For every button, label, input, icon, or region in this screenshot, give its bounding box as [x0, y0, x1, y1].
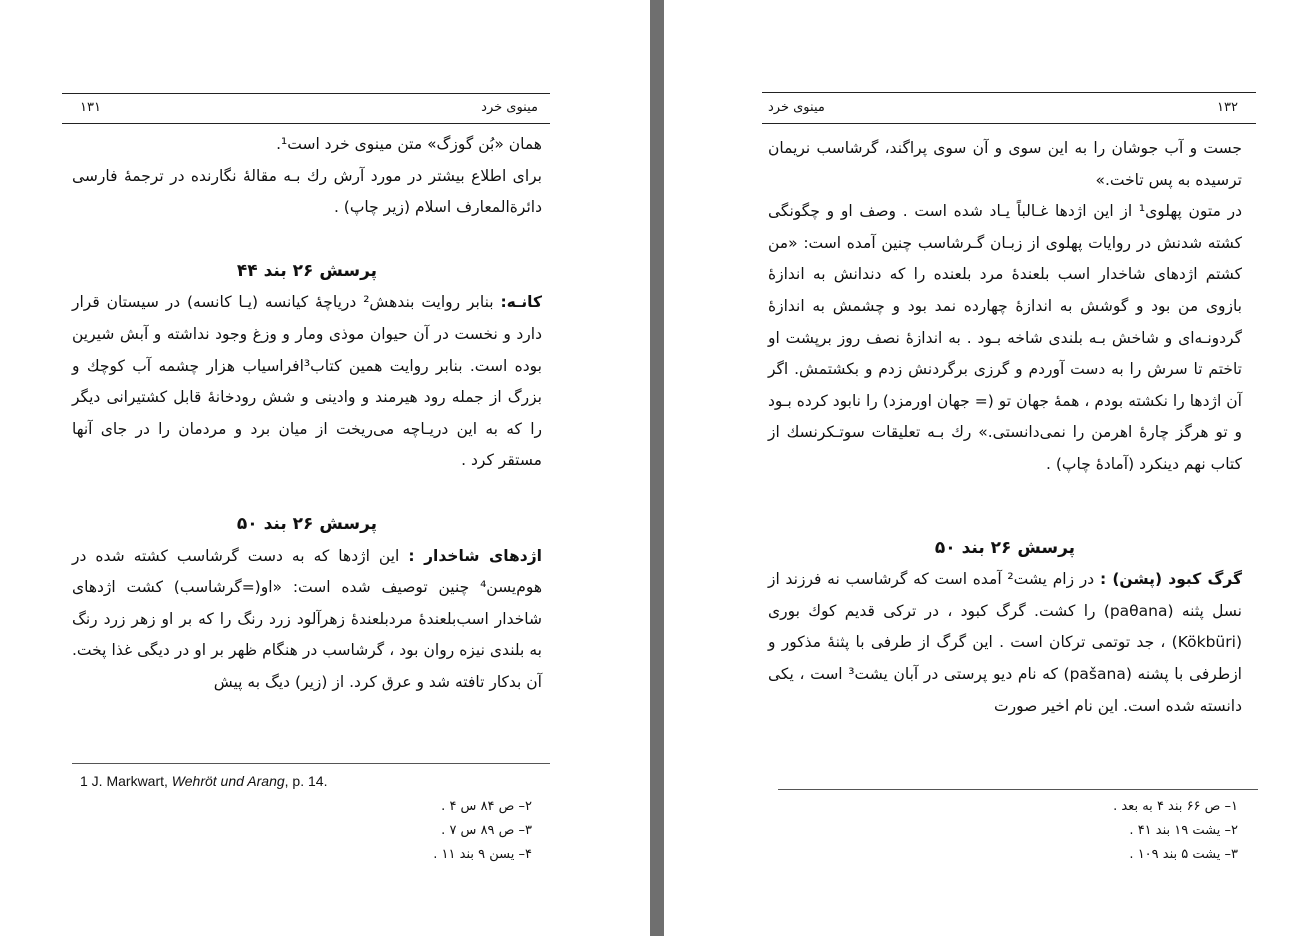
footnotes	[1113, 795, 1238, 867]
paragraph: همان «بُن گوزگ» متن مینوی خرد است¹.	[276, 135, 542, 153]
footnote: ۴– یسن ۹ بند ۱۱ .	[433, 847, 532, 862]
paragraph: در متون پهلوی¹ از این اژدها غـالباً یـاد شده است . وصف او و چگونگی کشته شدنش در روایات پهلوی از زبـان گـرشاسب چنین آمده است: «من کشتم اژدهای شاخدار اسب بلعندهٔ مرد بلعنده را که دندانش به اندازهٔ بازوی من بود و گوشش به اندازهٔ چهارده نمد بود و چشمش به اندازهٔ گردونـه‌ای و شاخش بـه بلندی شاخه بـود . به اندازهٔ نصف روز برپشت او تاختم تا سرش را به دست آوردم و گرزی برگردنش زدم و بکشتمش. اگر آن اژدها را نکشته بودم ، همهٔ جهان تو (= جهان اورمزد) را نابود کرده بـود و تو هرگز چارهٔ اهرمن را نمی‌دانستی.» رك بـه تعلیقات سوتـکرنسك از کتاب نهم دینکرد (آمادهٔ چاپ) .	[768, 202, 1242, 473]
section-term: کانـه:	[500, 293, 542, 312]
section-heading: پرسش ۲۶ بند ۵۰	[934, 537, 1076, 558]
page-number: ۱۳۱	[80, 100, 101, 115]
left-page-body	[72, 129, 542, 699]
section-text: این اژدها که به دست گرشاسب کشته شده در هوم‌یسن⁴ چنین توصیف شده است: «او(=گرشاسب) کشت اژدهای شاخدار اسب‌بلعندهٔ مردبلعندهٔ زهرآلود زرد رنگ را که بر او زهر زرد رنگ به بلندی نیزه روان بود ، گرشاسب در هنگام ظهر بر او در دیگی غذا پخت. آن بدکار تافته شد و عرق کرد. از (زیر) دیگ به پیش	[72, 546, 542, 691]
right-page	[664, 0, 1314, 936]
section-text: در زام یشت² آمده است که گرشاسب نه فرزند از نسل پثنه (paθana) را کشت. گرگ کبود ، در ترکی قدیم کوك بوری (Kökbüri) ، جد توتمی ترکان است . این گرگ از طرفی با پثنهٔ مذکور و ازطرفی با پشنه (pašana) که نام دیو پرستی در آبان یشت³ است ، یکی دانسته شده است. این نام اخیر صورت	[768, 570, 1242, 715]
running-title: مینوی خرد	[768, 100, 825, 115]
section-heading: پرسش ۲۶ بند ۵۰	[236, 513, 378, 534]
paragraph	[72, 287, 542, 477]
paragraph: جست و آب جوشان را به این سوی و آن سوی پراگند، گرشاسب نریمان ترسیده به پس تاخت.»	[768, 139, 1242, 189]
paragraph	[72, 541, 542, 699]
section-text: بنابر روایت بندهش² دریاچهٔ کیانسه (یـا کانسه) در سیستان قرار دارد و نخست در آن حیوان موذی ومار و وزغ وجود نداشته و آبش شیرین بوده است. بنابر روایت همین کتاب³افراسیاب هزار چشمه آب کوچك و بزرگ از جمله رود هیرمند و وادینی و شش رودخانهٔ قابل کشتیرانی دیگر را که به این دریـاچه می‌ریخت از میان برد و مردمان را در جای آنها مستقر کرد .	[72, 293, 542, 470]
header-rule	[62, 93, 550, 94]
left-page	[0, 0, 650, 936]
footnote-text: 1 J. Markwart,	[80, 773, 172, 789]
section-term: اژدهای شاخدار :	[408, 546, 542, 565]
footnote-rule	[778, 789, 1258, 790]
paragraph	[768, 564, 1242, 722]
footnote: ۳– ص ۸۹ س ۷ .	[441, 823, 532, 838]
footnote-rule	[72, 763, 550, 764]
running-title: مینوی خرد	[481, 100, 538, 115]
footnote-title: Wehröt und Arang	[171, 773, 285, 789]
footnote-latin	[80, 769, 327, 793]
book-spine	[650, 0, 664, 936]
paragraph: برای اطلاع بیشتر در مورد آرش رك بـه مقالهٔ نگارنده در ترجمهٔ فارسی دائرةالمعارف اسلام (زیر چاپ) .	[72, 166, 542, 217]
footnote-text: , p. 14.	[284, 773, 328, 789]
header-rule	[762, 123, 1256, 124]
footnote: ۲– ص ۸۴ س ۴ .	[441, 799, 532, 814]
header-rule	[62, 123, 550, 124]
footnote: ۳– یشت ۵ بند ۱۰۹ .	[1129, 847, 1238, 862]
right-page-body	[768, 133, 1242, 722]
header-rule	[762, 92, 1256, 93]
footnotes	[433, 795, 532, 867]
page-number: ۱۳۲	[1217, 100, 1238, 115]
section-heading: پرسش ۲۶ بند ۴۴	[236, 260, 378, 281]
footnote: ۱– ص ۶۶ بند ۴ به بعد .	[1113, 799, 1238, 814]
section-term: گرگ کبود (پشن) :	[1099, 570, 1242, 589]
footnote: ۲– یشت ۱۹ بند ۴۱ .	[1129, 823, 1238, 838]
